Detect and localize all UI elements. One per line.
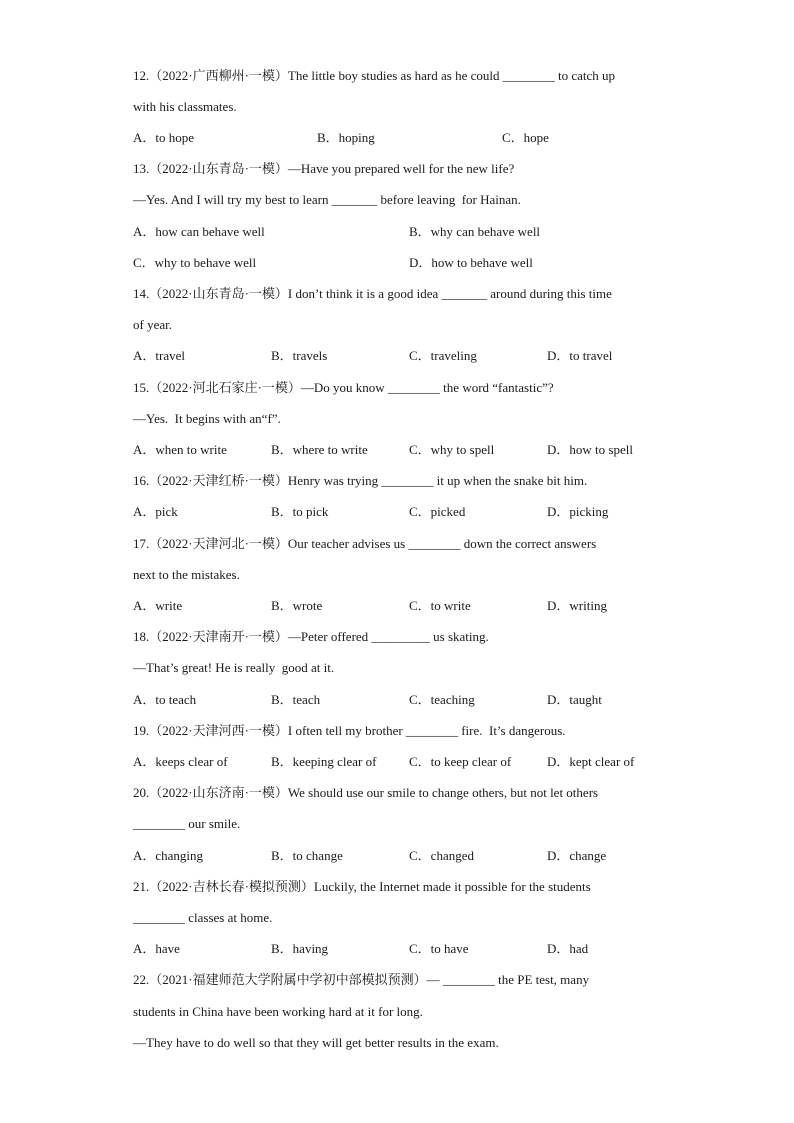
question-12-option-a: A．to hope xyxy=(133,130,195,145)
question-12-line-2: with his classmates. xyxy=(133,99,237,114)
question-21-option-b: B．having xyxy=(271,941,329,956)
question-21-line-1: 21.（2022·吉林长春·模拟预测）Luckily, the Internet made it possible for the students xyxy=(133,879,591,894)
question-20-option-d: D．change xyxy=(547,848,607,863)
question-22-line-2: students in China have been working hard at it for long. xyxy=(133,1004,423,1019)
question-21-option-a: A．have xyxy=(133,941,180,956)
question-14-line-2: of year. xyxy=(133,317,172,332)
question-14-line-1: 14.（2022·山东青岛·一模）I don’t think it is a good idea _______ around during this time xyxy=(133,286,612,301)
question-16-option-d: D．picking xyxy=(547,504,609,519)
question-15-line-2: —Yes. It begins with an“f”. xyxy=(133,411,281,426)
question-19-line-1: 19.（2022·天津河西·一模）I often tell my brother ________ fire. It’s dangerous. xyxy=(133,723,566,738)
question-16-option-c: C．picked xyxy=(409,504,466,519)
question-18-line-2: —That’s great! He is really good at it. xyxy=(133,660,335,675)
question-21-option-c: C．to have xyxy=(409,941,469,956)
question-13-option-d: D．how to behave well xyxy=(409,255,533,270)
question-19-option-d: D．kept clear of xyxy=(547,754,635,769)
question-18-option-b: B．teach xyxy=(271,692,321,707)
question-13-option-b: B．why can behave well xyxy=(409,224,541,239)
question-15-option-b: B．where to write xyxy=(271,442,368,457)
question-17-option-a: A．write xyxy=(133,598,183,613)
question-18-line-1: 18.（2022·天津南开·一模）—Peter offered _________ us skating. xyxy=(133,629,489,644)
question-14-option-c: C．traveling xyxy=(409,348,477,363)
question-14-option-a: A．travel xyxy=(133,348,185,363)
question-15-option-a: A．when to write xyxy=(133,442,227,457)
question-21-option-d: D．had xyxy=(547,941,589,956)
question-20-line-2: ________ our smile. xyxy=(133,816,241,831)
question-17-line-1: 17.（2022·天津河北·一模）Our teacher advises us ________ down the correct answers xyxy=(133,536,597,551)
question-20-option-c: C．changed xyxy=(409,848,474,863)
question-17-option-c: C．to write xyxy=(409,598,471,613)
question-15-line-1: 15.（2022·河北石家庄·一模）—Do you know ________ the word “fantastic”? xyxy=(133,380,554,395)
question-13-option-c: C．why to behave well xyxy=(133,255,257,270)
question-17-option-b: B．wrote xyxy=(271,598,323,613)
question-19-option-b: B．keeping clear of xyxy=(271,754,377,769)
question-13-line-1: 13.（2022·山东青岛·一模）—Have you prepared well for the new life? xyxy=(133,161,515,176)
question-20-option-b: B．to change xyxy=(271,848,343,863)
question-14-option-d: D．to travel xyxy=(547,348,613,363)
question-18-option-c: C．teaching xyxy=(409,692,475,707)
question-15-option-c: C．why to spell xyxy=(409,442,495,457)
question-16-line-1: 16.（2022·天津红桥·一模）Henry was trying ________ it up when the snake bit him. xyxy=(133,473,588,488)
question-17-option-d: D．writing xyxy=(547,598,607,613)
question-12-option-b: B．hoping xyxy=(317,130,375,145)
question-13-option-a: A．how can behave well xyxy=(133,224,265,239)
question-20-line-1: 20.（2022·山东济南·一模）We should use our smile to change others, but not let others xyxy=(133,785,599,800)
question-17-line-2: next to the mistakes. xyxy=(133,567,240,582)
question-20-option-a: A．changing xyxy=(133,848,204,863)
question-18-option-d: D．taught xyxy=(547,692,602,707)
question-14-option-b: B．travels xyxy=(271,348,328,363)
question-15-option-d: D．how to spell xyxy=(547,442,633,457)
question-22-line-1: 22.（2021·福建师范大学附属中学初中部模拟预测）— ________ the PE test, many xyxy=(133,972,590,987)
question-22-line-3: —They have to do well so that they will get better results in the exam. xyxy=(133,1035,499,1050)
question-18-option-a: A．to teach xyxy=(133,692,197,707)
question-19-option-c: C．to keep clear of xyxy=(409,754,512,769)
question-16-option-a: A．pick xyxy=(133,504,178,519)
question-13-line-2: —Yes. And I will try my best to learn _______ before leaving for Hainan. xyxy=(133,192,521,207)
question-12-option-c: C．hope xyxy=(502,130,549,145)
question-16-option-b: B．to pick xyxy=(271,504,329,519)
question-12-line-1: 12.（2022·广西柳州·一模）The little boy studies as hard as he could ________ to catch up xyxy=(133,68,616,83)
question-19-option-a: A．keeps clear of xyxy=(133,754,228,769)
question-21-line-2: ________ classes at home. xyxy=(133,910,273,925)
